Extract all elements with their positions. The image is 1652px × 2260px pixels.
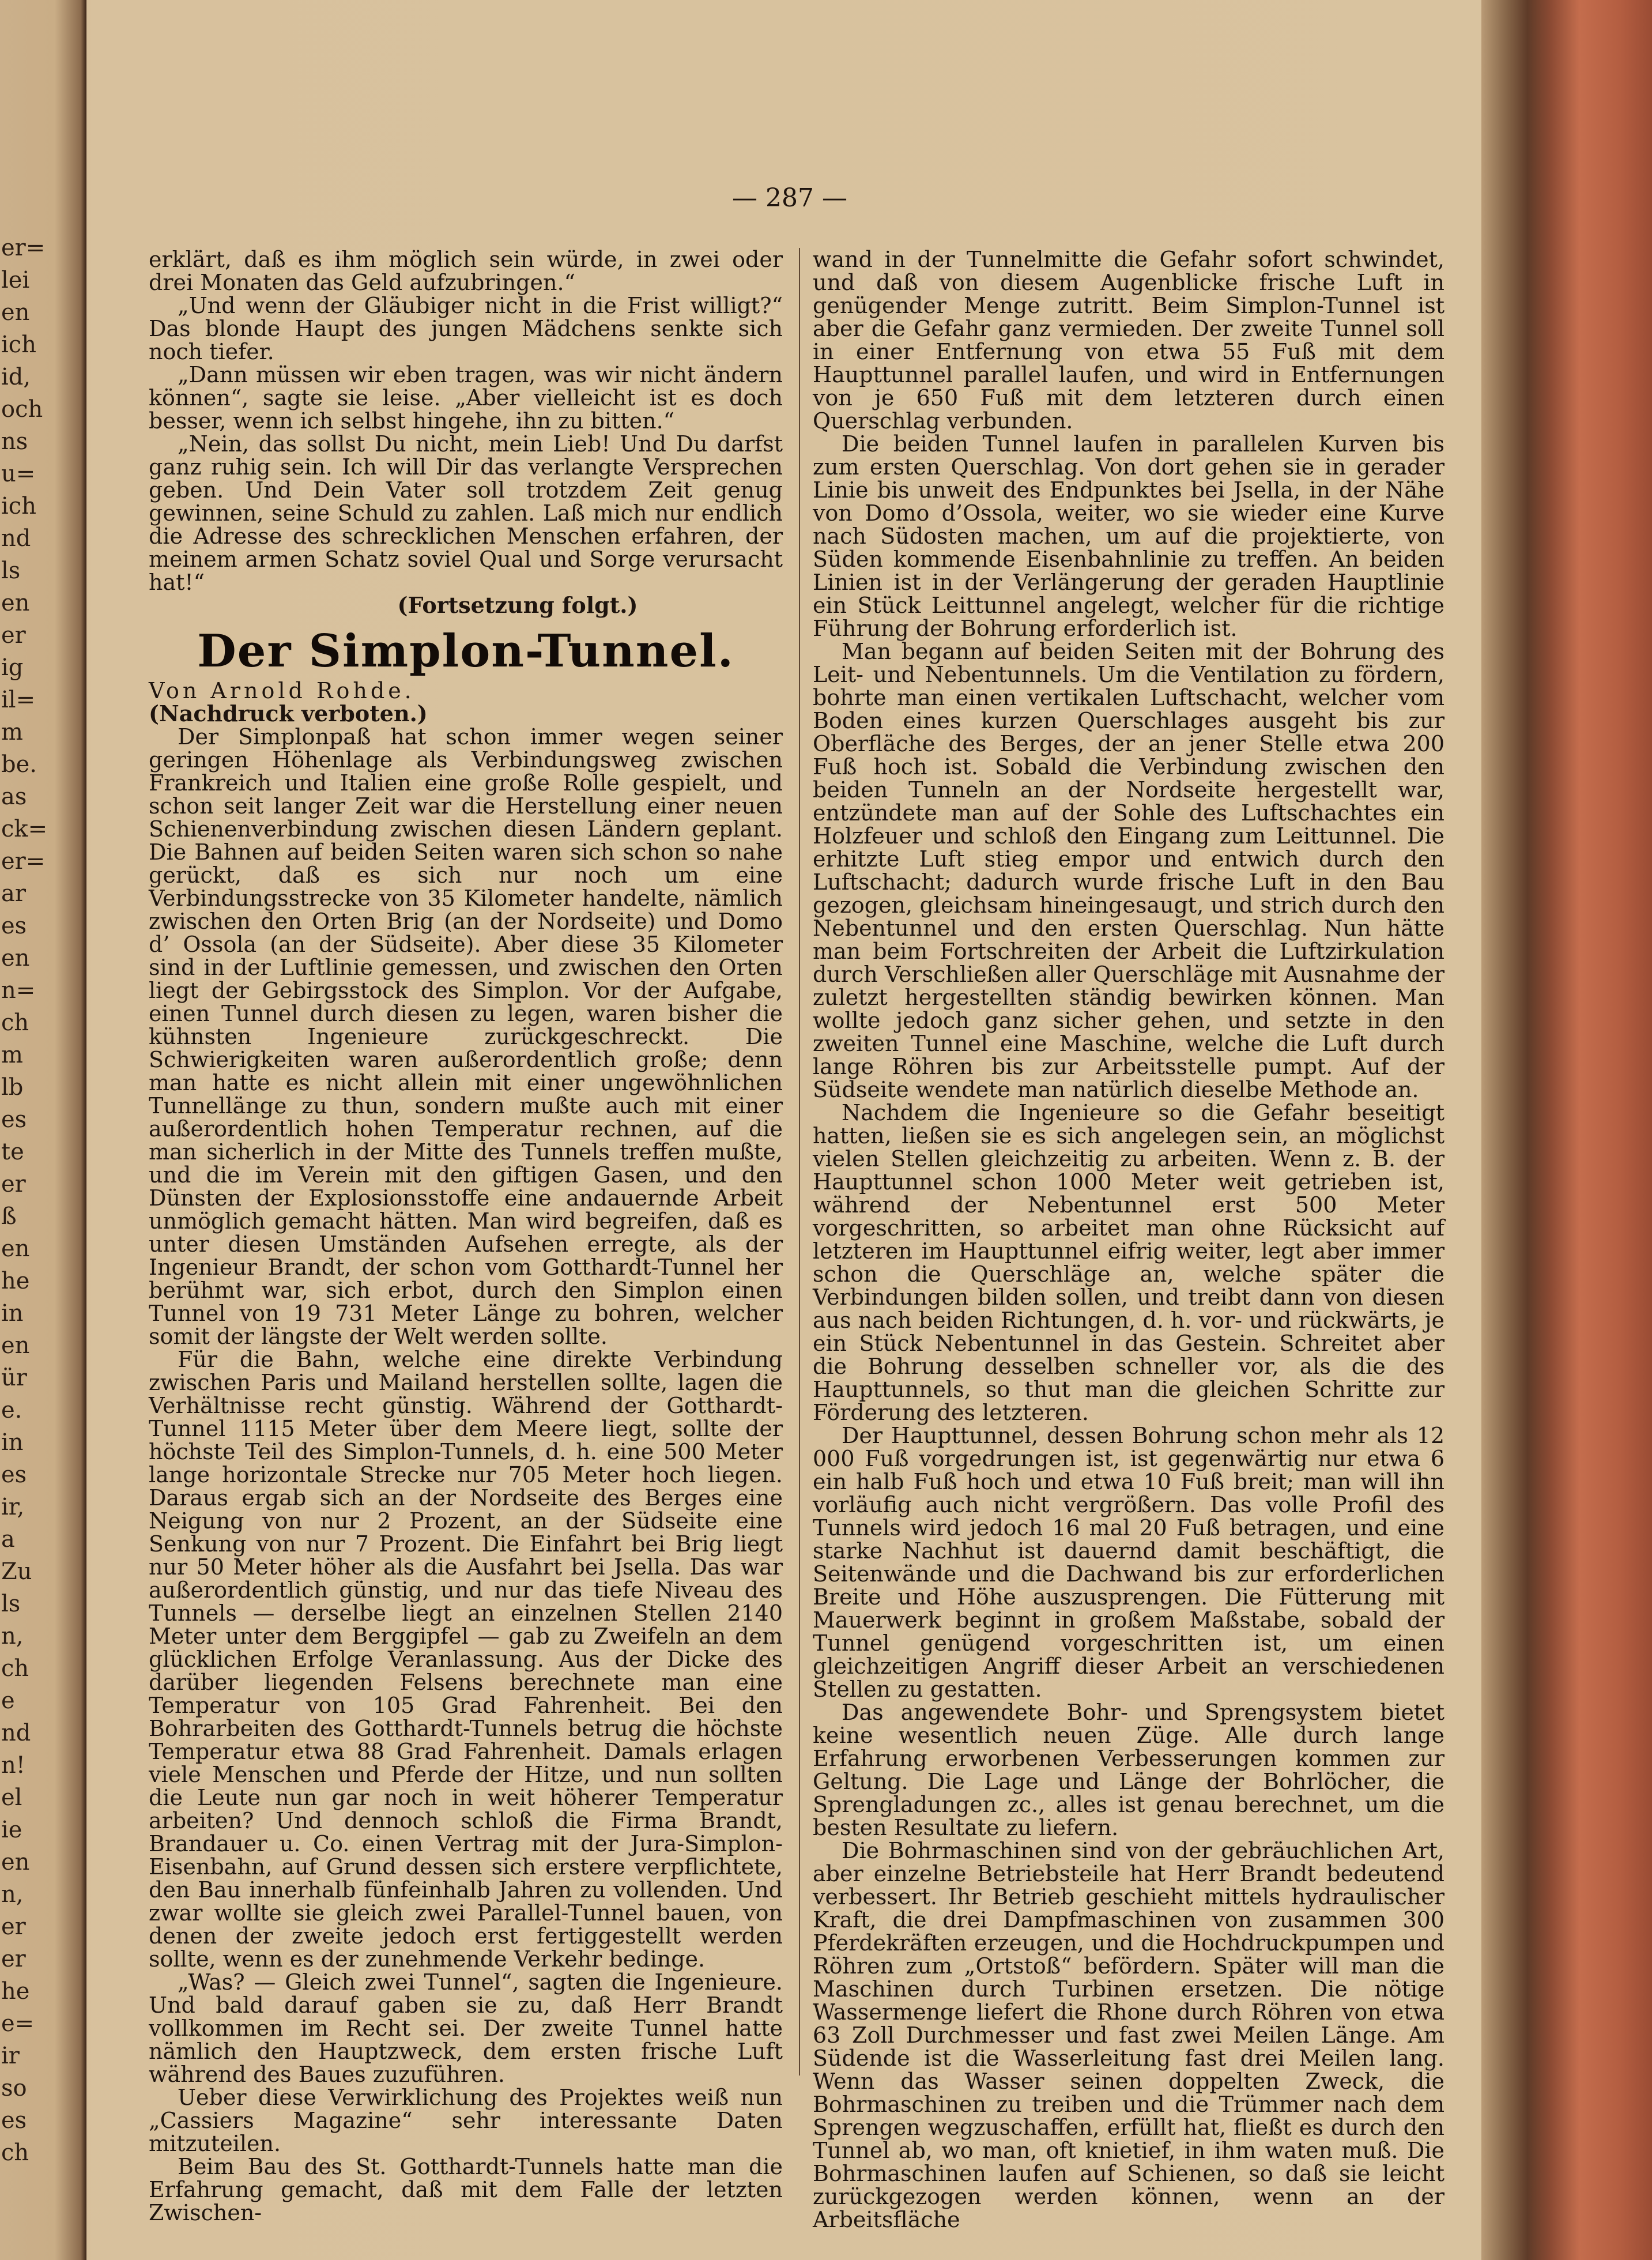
page-number: — 287 — [732, 183, 847, 213]
article-title: Der Simplon-Tunnel. [197, 625, 734, 677]
facing-page-fragment: Zu [1, 1558, 32, 1585]
facing-page-fragment: en [1, 299, 30, 326]
facing-page-fragment: n! [1, 1752, 25, 1779]
facing-page-fragment: e= [1, 2010, 35, 2037]
facing-page-fragment: och [1, 396, 43, 423]
facing-page-fragment: el [1, 1784, 22, 1811]
byline: Von Arnold Rohde. [149, 678, 415, 703]
facing-page-fragment: ich [1, 332, 36, 358]
facing-page-fragment: es [1, 1106, 27, 1133]
facing-page-fragment: en [1, 1236, 30, 1262]
facing-page-fragment: er [1, 1946, 26, 1972]
paragraph: „Dann müssen wir eben tragen, was wir nicht ändern können“, sagte sie leise. „Aber vielleicht ist es doch besser, wenn ich selbst hingehe, ihn zu bitten.“ [149, 362, 783, 434]
paragraph: Die Bohrmaschinen sind von der gebräuchlichen Art, aber einzelne Betriebsteile hat Herr Brandt bedeutend verbessert. Ihr Betrieb geschieht mittels hydraulischer Kraft, die drei Dampfmaschinen von zusammen 300 Pferdekräften erzeugen, und die Hochdruckpumpen und Röhren zum „Ortstoß“ befördern. Später will man die Maschinen durch Turbinen ersetzen. Die nötige Wassermenge liefert die Rhone durch Röhren von etwa 63 Zoll Durchmesser und fast zwei Meilen Länge. Am Südende ist die Wasserleitung fast drei Meilen lang. Wenn das Wasser seinen doppelten Zweck, die Bohrmaschinen zu treiben und die Trümmer nach dem Sprengen wegzuschaffen, erfüllt hat, fließt es durch den Tunnel ab, wo man, oft knietief, in ihm waten muß. Die Bohrmaschinen laufen auf Schienen, so daß sie leicht zurückgezogen werden können, wenn an der Arbeitsfläche [813, 1838, 1444, 2232]
facing-page-fragment: he [1, 1978, 30, 2005]
facing-page-fragment: n, [1, 1623, 24, 1649]
facing-page-fragment: as [1, 784, 27, 810]
paragraph: Für die Bahn, welche eine direkte Verbindung zwischen Paris und Mailand herstellen sollte, lagen die Verhältnisse recht günstig. Während der Gotthardt-Tunnel 1115 Meter über dem Meere liegt, sollte der höchste Teil des Simplon-Tunnels, d. h. eine 500 Meter lange horizontale Strecke nur 705 Meter hoch liegen. Daraus ergab sich an der Nordseite des Berges eine Neigung von nur 2 Prozent, an der Südseite eine Senkung von nur 7 Prozent. Die Einfahrt bei Brig liegt nur 50 Meter höher als die Ausfahrt bei Jsella. Das war außerordentlich günstig, und nur das tiefe Niveau des Tunnels — derselbe liegt an einzelnen Stellen 2140 Meter unter dem Berggipfel — gab zu Zweifeln an dem glücklichen Erfolge Veranlassung. Aus der Dicke des darüber liegenden Felsens berechnete man eine Temperatur von 105 Grad Fahrenheit. Bei den Bohrarbeiten des Gotthardt-Tunnels betrug die höchste Temperatur etwa 88 Grad Fahrenheit. Damals erlagen viele Menschen und Pferde der Hitze, und nun sollten die Leute nun gar noch in weit höherer Temperatur arbeiten? Und dennoch schloß die Firma Brandt, Brandauer u. Co. einen Vertrag mit der Jura-Simplon-Eisenbahn, auf Grund dessen sich erstere verpflichtete, den Bau innerhalb fünfeinhalb Jahren zu vollenden. Und zwar wollte sie gleich zwei Parallel-Tunnel bauen, von denen der zweite jedoch erst fertiggestellt werden sollte, wenn es der zunehmende Verkehr bedinge. [149, 1347, 783, 1972]
facing-page-fragment: in [1, 1429, 24, 1456]
facing-page-fragment: er [1, 1171, 26, 1197]
facing-page-fragment: ar [1, 880, 26, 907]
facing-page-fragment: ch [1, 1655, 29, 1682]
facing-page-fragment: en [1, 945, 30, 971]
facing-page-fragment: er= [1, 235, 46, 261]
facing-page-fragment: in [1, 1300, 24, 1327]
facing-page-fragment: m [1, 1042, 23, 1068]
facing-page-fragment: te [1, 1139, 24, 1165]
facing-page-fragment: ür [1, 1365, 27, 1391]
facing-page-fragment: er= [1, 848, 46, 875]
facing-page-fragment: he [1, 1268, 30, 1294]
column-left [149, 248, 783, 2224]
facing-page-fragment: n, [1, 1881, 24, 1908]
facing-page-fragment: be. [1, 751, 37, 778]
facing-page-fragment: nd [1, 525, 31, 552]
facing-page-fragment: ir [1, 2043, 20, 2069]
facing-page-fragment: lei [1, 267, 30, 293]
facing-page-fragment: ls [1, 1591, 21, 1617]
facing-page-fragment: es [1, 913, 27, 939]
facing-page-fragment: en [1, 1332, 30, 1359]
facing-page-fragment: ls [1, 558, 21, 584]
facing-page-fragment: en [1, 590, 30, 616]
column-right [813, 248, 1444, 2231]
facing-page-fragment: a [1, 1526, 15, 1553]
continued-note: (Fortsetzung folgt.) [397, 592, 638, 618]
facing-page-fragment: lb [1, 1074, 24, 1101]
paragraph: Man begann auf beiden Seiten mit der Bohrung des Leit- und Nebentunnels. Um die Ventilation zu fördern, bohrte man einen vertikalen Luftschacht, welcher vom Boden eines kurzen Querschlages ausgeht bis zur Oberfläche des Berges, der an jener Stelle etwa 200 Fuß hoch ist. Sobald die Verbindung zwischen den beiden Tunneln an der Nordseite hergestellt war, entzündete man auf der Sohle des Luftschachtes ein Holzfeuer und schloß den Eingang zum Leittunnel. Die erhitzte Luft stieg empor und entwich durch den Luftschacht; dadurch wurde frische Luft in den Bau gezogen, gleichsam hineingesaugt, und strich durch den Nebentunnel und den ersten Querschlag. Nun hätte man beim Fortschreiten der Arbeit die Luftzirkulation durch Verschließen aller Querschläge mit Ausnahme der zuletzt hergestellten ständig bewirken können. Man wollte jedoch ganz sicher gehen, und setzte in den zweiten Tunnel eine Maschine, welche die Luft durch lange Röhren bis zur Arbeitsstelle pumpt. Auf der Südseite wendete man natürlich dieselbe Methode an. [813, 639, 1444, 1102]
facing-page-fragment: es [1, 2107, 27, 2134]
column-divider [799, 248, 800, 2076]
facing-page-fragment: ie [1, 1817, 22, 1843]
facing-page-fragment: m [1, 719, 23, 745]
facing-page-fragment: il= [1, 687, 36, 713]
facing-page-edge [0, 0, 86, 2260]
facing-page-fragment: ch [1, 2140, 29, 2166]
paragraph: Der Haupttunnel, dessen Bohrung schon mehr als 12 000 Fuß vorgedrungen ist, ist gegenwärtig nur etwa 6 ein halb Fuß hoch und etwa 10 Fuß breit; man will ihn vorläufig auch nicht vergrößern. Das volle Profil des Tunnels wird jedoch 16 mal 20 Fuß betragen, und eine starke Nachhut ist dauernd damit beschäftigt, die Seitenwände und die Dachwand bis zur erforderlichen Breite und Höhe auszusprengen. Die Fütterung mit Mauerwerk beginnt in großem Maßstabe, sobald der Tunnel genügend vorgeschritten ist, um einen gleichzeitigen Angriff dieser Arbeit an verschiedenen Stellen zu gestatten. [813, 1423, 1444, 1702]
facing-page-fragment: ich [1, 493, 36, 519]
book-cover-edge [1481, 0, 1652, 2260]
facing-page-fragment: ck= [1, 816, 48, 842]
facing-page-fragment: so [1, 2075, 27, 2101]
facing-page-fragment: ß [1, 1203, 17, 1230]
facing-page-fragment: u= [1, 461, 36, 487]
paragraph: Beim Bau des St. Gotthardt-Tunnels hatte man die Erfahrung gemacht, daß mit dem Falle der letzten Zwischen- [149, 2154, 783, 2225]
paragraph: Die beiden Tunnel laufen in parallelen Kurven bis zum ersten Querschlag. Von dort gehen sie in gerader Linie bis unweit des Endpunktes bei Jsella, in der Nähe von Domo d’Ossola, weiter, wo sie wieder eine Kurve nach Südosten machen, um auf die projektierte, von Süden kommende Eisenbahnlinie zu treffen. An beiden Linien ist in der Verlängerung der geraden Hauptlinie ein Stück Leittunnel angelegt, welcher für die richtige Führung der Bohrung erforderlich ist. [813, 431, 1444, 641]
facing-page-fragment: id, [1, 364, 31, 390]
facing-page-fragment: n= [1, 977, 36, 1004]
facing-page-fragment: en [1, 1849, 30, 1875]
paragraph: Das angewendete Bohr- und Sprengsystem bietet keine wesentlich neuen Züge. Alle durch lange Erfahrung erworbenen Verbesserungen kommen zur Geltung. Die Lage und Länge der Bohrlöcher, die Sprengladungen zc., alles ist genau berechnet, um die besten Resultate zu liefern. [813, 1700, 1444, 1840]
paragraph: wand in der Tunnelmitte die Gefahr sofort schwindet, und daß von diesem Augenblicke frische Luft in genügender Menge zutritt. Beim Simplon-Tunnel ist aber die Gefahr ganz vermieden. Der zweite Tunnel soll in einer Entfernung von etwa 55 Fuß mit dem Haupttunnel parallel laufen, und wird in Entfernungen von je 650 Fuß mit dem letzteren durch einen Querschlag verbunden. [813, 247, 1444, 434]
facing-page-fragment: es [1, 1462, 27, 1488]
paragraph: Nachdem die Ingenieure so die Gefahr beseitigt hatten, ließen sie es sich angelegen sein, an möglichst vielen Stellen gleichzeitig zu arbeiten. Wenn z. B. der Haupttunnel schon 1000 Meter weit getrieben ist, während der Nebentunnel erst 500 Meter vorgeschritten, so arbeitet man ohne Rücksicht auf letzteren im Haupttunnel eifrig weiter, legt aber immer schon die Querschläge an, welche später die Verbindungen bilden sollen, und treibt dann von diesen aus nach beiden Richtungen, d. h. vor- und rückwärts, je ein Stück Nebentunnel in das Gestein. Schreitet aber die Bohrung desselben schneller vor, als die des Haupttunnels, so thut man die gleichen Schritte zur Förderung des letzteren. [813, 1100, 1444, 1425]
paragraph: Ueber diese Verwirklichung des Projektes weiß nun „Cassiers Magazine“ sehr interessante Daten mitzuteilen. [149, 2085, 783, 2156]
facing-page-fragment: ns [1, 428, 28, 455]
paragraph: „Was? — Gleich zwei Tunnel“, sagten die Ingenieure. Und bald darauf gaben sie zu, daß Herr Brandt vollkommen im Recht sei. Der zweite Tunnel hatte nämlich den Hauptzweck, dem ersten frische Luft während des Baues zuzuführen. [149, 1969, 783, 2087]
facing-page-fragment: ig [1, 654, 24, 681]
paragraph: erklärt, daß es ihm möglich sein würde, in zwei oder drei Monaten das Geld aufzubringen.“ [149, 247, 783, 295]
facing-page-fragment: nd [1, 1720, 31, 1746]
reprint-notice: (Nachdruck verboten.) [149, 700, 428, 726]
facing-page-fragment: er [1, 1914, 26, 1940]
facing-page-fragment: ch [1, 1010, 29, 1036]
paragraph: „Und wenn der Gläubiger nicht in die Frist willigt?“ Das blonde Haupt des jungen Mädchens senkte sich noch tiefer. [149, 293, 783, 364]
paragraph: „Nein, das sollst Du nicht, mein Lieb! Und Du darfst ganz ruhig sein. Ich will Dir das verlangte Versprechen geben. Und Dein Vater soll trotzdem Zeit genug gewinnen, seine Schuld zu zahlen. Laß mich nur endlich die Adresse des schrecklichen Menschen erfahren, der meinem armen Schatz soviel Qual und Sorge verursacht hat!“ [149, 431, 783, 595]
facing-page-fragment: er [1, 622, 26, 649]
facing-page-fragment: e [1, 1688, 15, 1714]
facing-page-fragment: ir, [1, 1494, 25, 1520]
paragraph: Der Simplonpaß hat schon immer wegen seiner geringen Höhenlage als Verbindungsweg zwischen Frankreich und Italien eine große Rolle gespielt, und schon seit langer Zeit war die Herstellung einer neuen Schienenverbindung zwischen diesen Ländern geplant. Die Bahnen auf beiden Seiten waren sich schon so nahe gerückt, daß es sich nur noch um eine Verbindungsstrecke von 35 Kilometer handelte, nämlich zwischen den Orten Brig (an der Nordseite) und Domo d’ Ossola (an der Südseite). Aber diese 35 Kilometer sind in der Luftlinie gemessen, und zwischen den Orten liegt der Gebirgsstock des Simplon. Vor der Aufgabe, einen Tunnel durch diesen zu legen, waren bisher die kühnsten Ingenieure zurückgeschreckt. Die Schwierigkeiten waren außerordentlich große; denn man hatte es nicht allein mit einer ungewöhnlichen Tunnellänge zu thun, sondern mußte auch mit einer außerordentlich hohen Temperatur rechnen, auf die man sicherlich in der Mitte des Tunnels treffen mußte, und die im Verein mit den giftigen Gasen, und den Dünsten der Explosionsstoffe eine andauernde Arbeit unmöglich gemacht hätten. Man wird begreifen, daß es unter diesen Umständen Aufsehen erregte, als der Ingenieur Brandt, der schon vom Gotthardt-Tunnel her berühmt war, sich erbot, durch den Simplon einen Tunnel von 19 731 Meter Länge zu bohren, welcher somit der längste der Welt werden sollte. [149, 724, 783, 1349]
facing-page-fragment: e. [1, 1397, 22, 1423]
